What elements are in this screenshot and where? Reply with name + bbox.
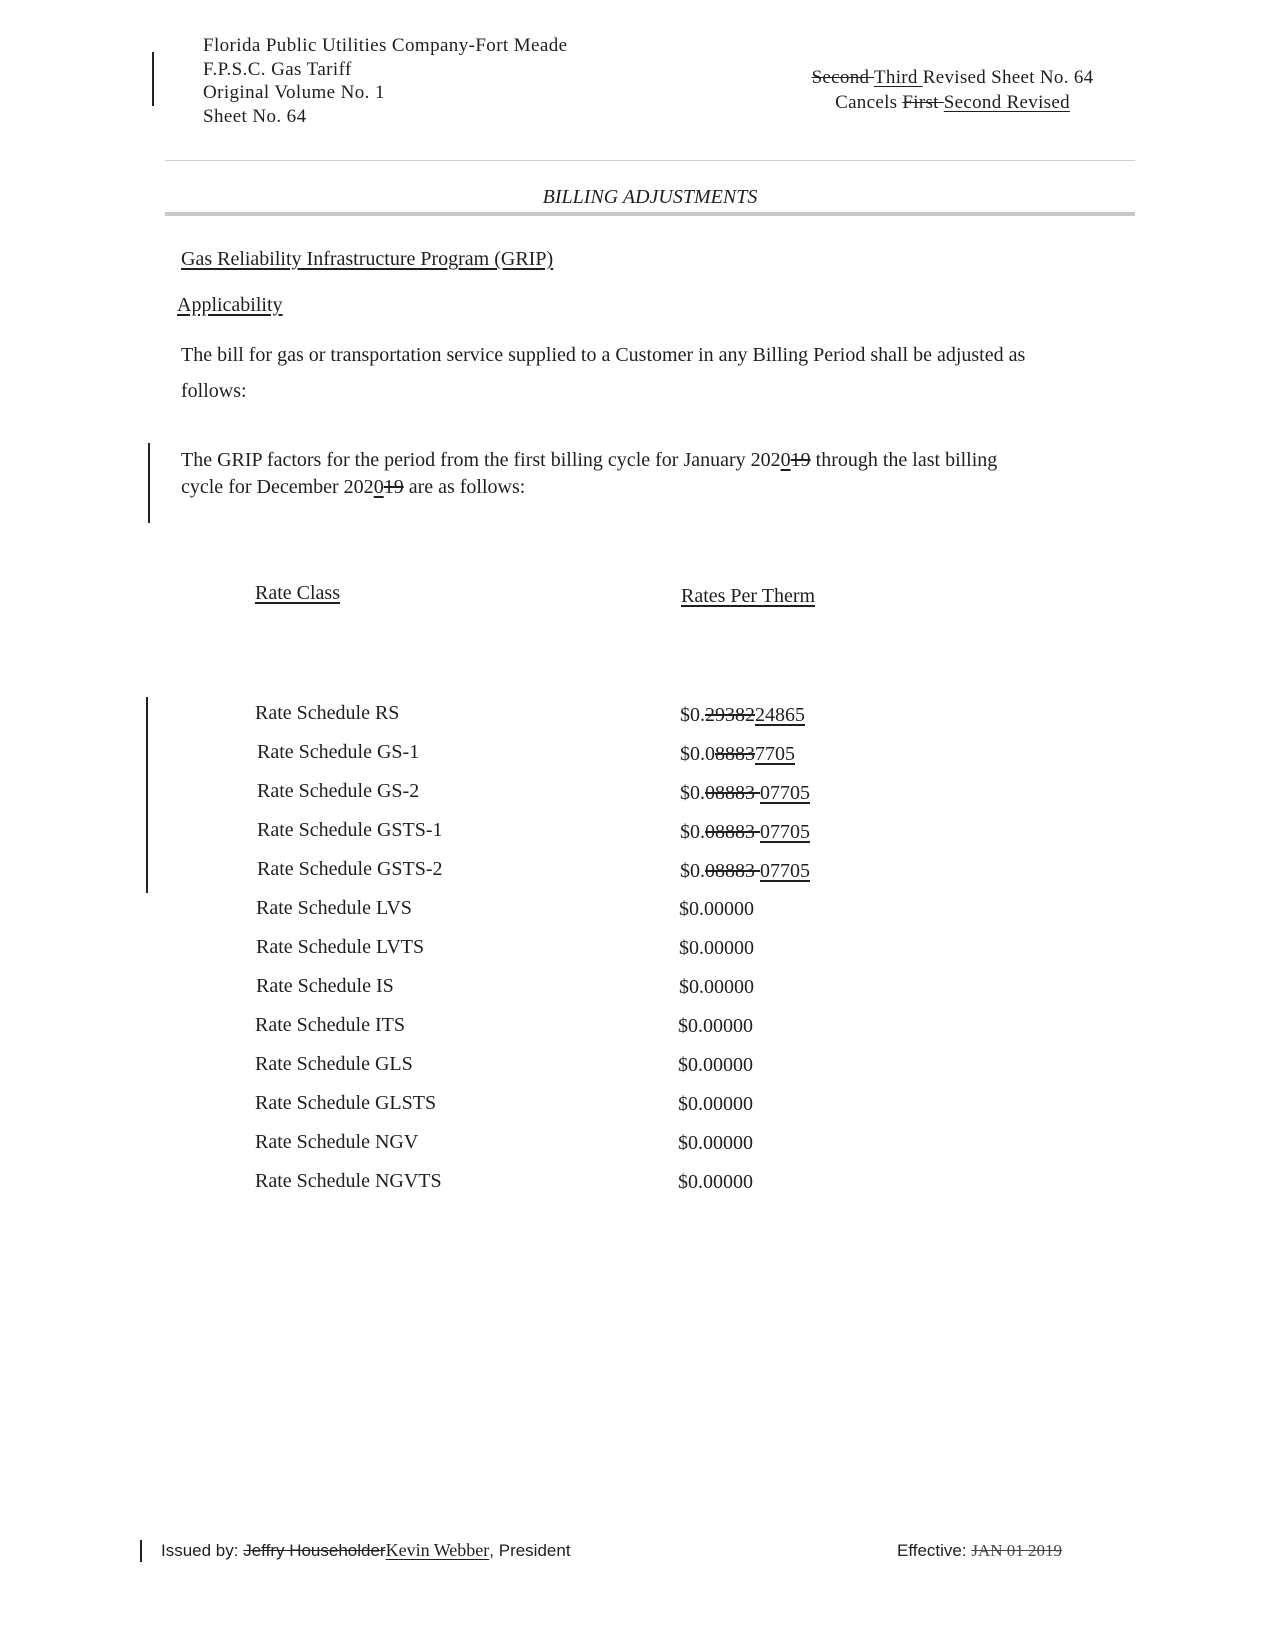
inserted-revision: Third — [874, 67, 923, 88]
rate-class-cell: Rate Schedule ITS — [255, 1014, 405, 1036]
rate-class-cell: Rate Schedule GLS — [255, 1053, 413, 1075]
inserted-cancels: Second Revised — [943, 92, 1070, 113]
column-header-rates-per-therm: Rates Per Therm — [681, 585, 816, 607]
struck-rate: 08883 — [705, 821, 760, 843]
section-title: BILLING ADJUSTMENTS — [542, 186, 758, 208]
factors-struck-year2: 19 — [383, 476, 404, 498]
rate-class-cell: Rate Schedule GS-1 — [257, 741, 420, 763]
rate-value-cell — [680, 782, 810, 805]
applicability-heading: Applicability — [177, 294, 283, 316]
rate-class-cell: Rate Schedule GSTS-2 — [257, 858, 443, 880]
revision-bar-footer — [140, 1540, 142, 1562]
revision-bar-factors — [148, 443, 150, 523]
tariff-header-left — [203, 34, 567, 128]
rate-class-cell: Rate Schedule NGV — [255, 1131, 419, 1153]
rate-class-cell: Rate Schedule GS-2 — [257, 780, 420, 802]
revision-bar-rates — [146, 697, 148, 893]
struck-cancels: First — [902, 92, 944, 113]
rate-value-cell — [678, 1015, 753, 1038]
rate-value-prefix: $0.00000 — [678, 1054, 753, 1076]
struck-rate: 29382 — [705, 704, 755, 726]
rate-value-cell — [679, 937, 754, 960]
applicability-text: The bill for gas or transportation service supplied to a Customer in any Billing Period shall be adjusted as follows: — [181, 344, 1026, 402]
struck-rate: 08883 — [705, 782, 760, 804]
column-header-rate-class: Rate Class — [255, 582, 340, 604]
inserted-issuer: Kevin Webber — [385, 1540, 490, 1560]
rate-value-cell — [678, 1093, 753, 1116]
inserted-rate: 07705 — [760, 821, 810, 843]
inserted-rate: 07705 — [760, 782, 810, 804]
issued-by-label: Issued by: — [161, 1541, 244, 1560]
header-divider — [165, 160, 1135, 161]
tariff-name: F.P.S.C. Gas Tariff — [203, 58, 352, 80]
factors-struck-year1: 19 — [790, 449, 811, 471]
rate-value-prefix: $0.00000 — [679, 898, 754, 920]
company-name: Florida Public Utilities Company-Fort Meade — [203, 35, 568, 56]
rate-class-cell: Rate Schedule GSTS-1 — [257, 819, 443, 841]
struck-rate: 08883 — [705, 860, 760, 882]
rate-value-prefix: $0.00000 — [679, 976, 754, 998]
factors-text-part2: through the last billing cycle for December 202 — [181, 449, 998, 498]
effective-label: Effective: — [897, 1541, 972, 1560]
sheet-number: Sheet No. 64 — [203, 105, 307, 127]
section-divider — [165, 212, 1135, 216]
rate-value-cell — [680, 743, 795, 766]
inserted-rate: 24865 — [755, 704, 805, 726]
rate-value-prefix: $0. — [680, 860, 705, 882]
rate-value-prefix: $0. — [680, 704, 705, 726]
struck-effective-date: JAN 01 2019 — [971, 1541, 1063, 1560]
factors-inserted-year2: 0 — [373, 476, 384, 498]
rate-value-prefix: $0.00000 — [678, 1171, 753, 1193]
inserted-rate: 07705 — [760, 860, 810, 882]
struck-rate: 8883 — [715, 743, 755, 765]
rate-value-prefix: $0.00000 — [678, 1093, 753, 1115]
rate-value-prefix: $0. — [680, 821, 705, 843]
rate-class-cell: Rate Schedule IS — [256, 975, 394, 997]
rate-value-prefix: $0.00000 — [678, 1132, 753, 1154]
struck-issuer: Jeffry Householder — [243, 1541, 386, 1560]
volume-number: Original Volume No. 1 — [203, 82, 385, 103]
factors-text-part1: The GRIP factors for the period from the first billing cycle for January 202 — [181, 449, 781, 471]
cancels-prefix: Cancels — [835, 92, 903, 113]
inserted-rate: 7705 — [755, 743, 795, 765]
rate-value-prefix: $0.0 — [680, 743, 715, 765]
rate-value-prefix: $0. — [680, 782, 705, 804]
struck-revision: Second — [811, 67, 875, 88]
issuer-title: , President — [489, 1541, 571, 1560]
rate-value-cell — [680, 860, 810, 883]
cancels-line — [770, 90, 1135, 115]
rate-class-cell: Rate Schedule LVS — [256, 897, 412, 919]
rate-class-cell: Rate Schedule LVTS — [256, 936, 425, 958]
revision-bar-header — [152, 52, 154, 106]
effective-date — [897, 1541, 1062, 1561]
rate-value-cell — [678, 1054, 753, 1077]
factors-inserted-year1: 0 — [780, 449, 791, 471]
rate-value-cell — [679, 898, 754, 921]
rate-value-cell — [678, 1132, 753, 1155]
rate-value-cell — [680, 704, 805, 727]
program-title: Gas Reliability Infrastructure Program (GRIP) — [181, 248, 554, 270]
rate-value-cell — [679, 976, 754, 999]
revised-sheet-line — [770, 65, 1135, 90]
revised-sheet-text: Revised Sheet No. 64 — [922, 67, 1094, 88]
factors-text — [181, 447, 1041, 501]
rate-value-prefix: $0.00000 — [679, 937, 754, 959]
tariff-header-right — [770, 65, 1135, 115]
issued-by — [161, 1540, 571, 1561]
rate-class-cell: Rate Schedule NGVTS — [255, 1170, 442, 1192]
rate-value-prefix: $0.00000 — [678, 1015, 753, 1037]
factors-text-part3: are as follows: — [403, 476, 526, 498]
rate-value-cell — [678, 1171, 753, 1194]
rate-class-cell: Rate Schedule RS — [255, 702, 400, 724]
rate-class-cell: Rate Schedule GLSTS — [255, 1092, 437, 1114]
rate-value-cell — [680, 821, 810, 844]
